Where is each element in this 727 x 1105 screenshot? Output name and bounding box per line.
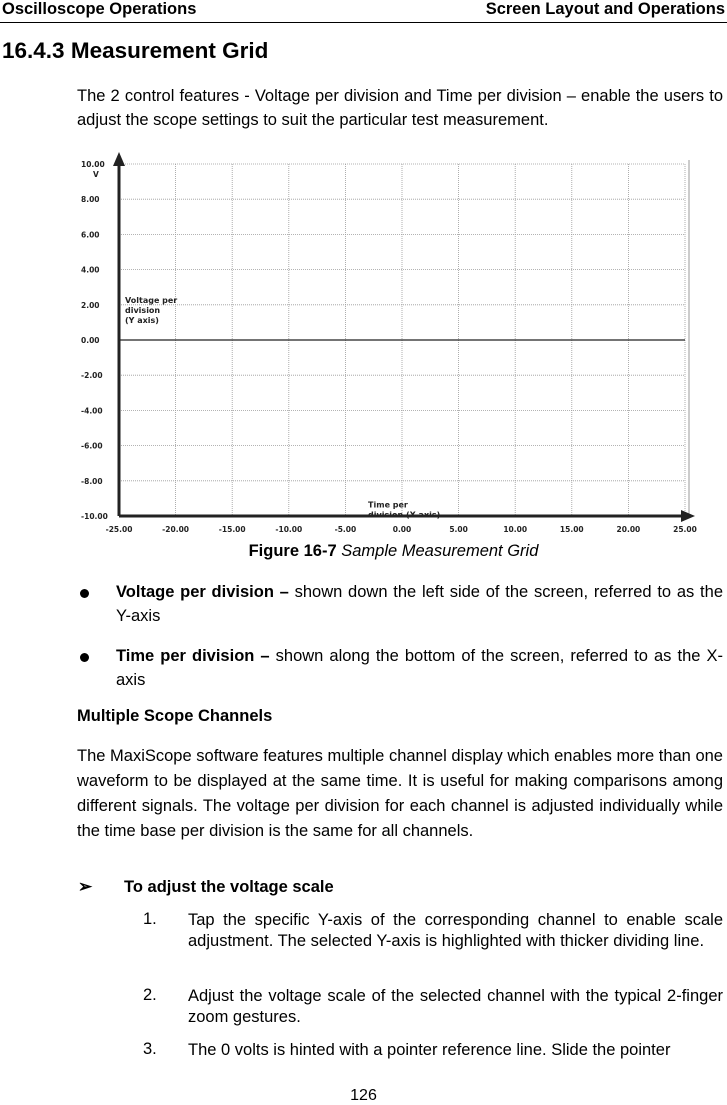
procedure-title: To adjust the voltage scale (124, 878, 334, 896)
y-tick-label: -8.00 (81, 476, 103, 486)
subheading: Multiple Scope Channels (77, 707, 273, 725)
x-tick-label: -20.00 (162, 525, 190, 534)
bullet-dot (80, 653, 89, 662)
x-axis-annotation: Time per (368, 500, 408, 510)
y-axis-annotation: (Y axis) (125, 315, 159, 325)
page-header (0, 0, 727, 23)
x-tick-label: -10.00 (275, 525, 303, 534)
header-right: Screen Layout and Operations (485, 0, 725, 18)
bullet-desc: shown down the left side of the screen, referred to as the Y-axis (116, 583, 723, 625)
bullet-item (116, 580, 723, 628)
section-number: 16.4.3 (2, 38, 65, 63)
measurement-grid-chart (77, 150, 717, 540)
section-title-text: Measurement Grid (70, 38, 269, 63)
x-tick-label: 0.00 (392, 525, 412, 534)
page-number: 126 (350, 1087, 377, 1104)
y-axis-arrow-icon (113, 152, 125, 166)
bullet-dot (80, 589, 89, 598)
arrow-bullet-icon: ➢ (78, 877, 93, 896)
y-unit-label: V (93, 170, 99, 179)
figure-label: Figure 16-7 (248, 542, 337, 560)
x-tick-label: 20.00 (616, 525, 641, 534)
step-number: 1. (143, 910, 157, 928)
y-tick-label: -6.00 (81, 441, 103, 451)
x-tick-label: 10.00 (503, 525, 528, 534)
step-number: 3. (143, 1040, 157, 1058)
x-tick-label: -15.00 (218, 525, 246, 534)
x-tick-label: -5.00 (334, 525, 357, 534)
body-paragraph: The MaxiScope software features multiple channel display which enables more than one waveform to be displayed at the same time. It is useful for making comparisons among different signals. The voltage per division for each channel is adjusted individually while the time base per division is the same for all channels. (77, 747, 723, 840)
step-text: The 0 volts is hinted with a pointer reference line. Slide the pointer (188, 1041, 671, 1059)
y-tick-label: -2.00 (81, 371, 103, 381)
y-axis-annotation: division (125, 305, 161, 315)
x-tick-label: -25.00 (105, 525, 133, 534)
y-tick-label: -10.00 (81, 512, 108, 521)
step-text: Tap the specific Y-axis of the corresponding channel to enable scale adjustment. The selected Y-axis is highlighted with thicker dividing line. (188, 911, 723, 950)
x-tick-label: 5.00 (449, 525, 468, 534)
y-tick-label: 4.00 (81, 265, 100, 275)
x-axis-annotation: division (X axis) (368, 510, 441, 520)
section-title (2, 38, 268, 64)
x-tick-label: 15.00 (559, 525, 584, 534)
procedure-heading (78, 877, 334, 897)
figure-caption-text: Sample Measurement Grid (341, 542, 539, 560)
y-tick-label: 10.00 (81, 160, 105, 169)
bullet-item (116, 644, 723, 692)
bullet-desc: shown along the bottom of the screen, referred to as the X-axis (116, 647, 723, 689)
y-tick-label: 2.00 (81, 300, 100, 310)
step-number: 2. (143, 986, 157, 1004)
y-tick-label: 0.00 (81, 336, 100, 345)
y-tick-label: 8.00 (81, 195, 100, 205)
figure-caption (0, 542, 727, 561)
header-left: Oscilloscope Operations (2, 0, 197, 18)
bullet-term: Voltage per division – (116, 583, 289, 601)
y-tick-label: -4.00 (81, 406, 103, 416)
step-text: Adjust the voltage scale of the selected channel with the typical 2-finger zoom gestures. (188, 987, 723, 1026)
bullet-term: Time per division – (116, 647, 270, 665)
y-axis-annotation: Voltage per (125, 295, 178, 305)
x-axis-arrow-icon (681, 510, 695, 522)
y-tick-label: 6.00 (81, 230, 100, 240)
intro-paragraph: The 2 control features - Voltage per division and Time per division – enable the users to adjust the scope settings to suit the particular test measurement. (77, 87, 723, 129)
x-tick-label: 25.00 (673, 525, 697, 534)
